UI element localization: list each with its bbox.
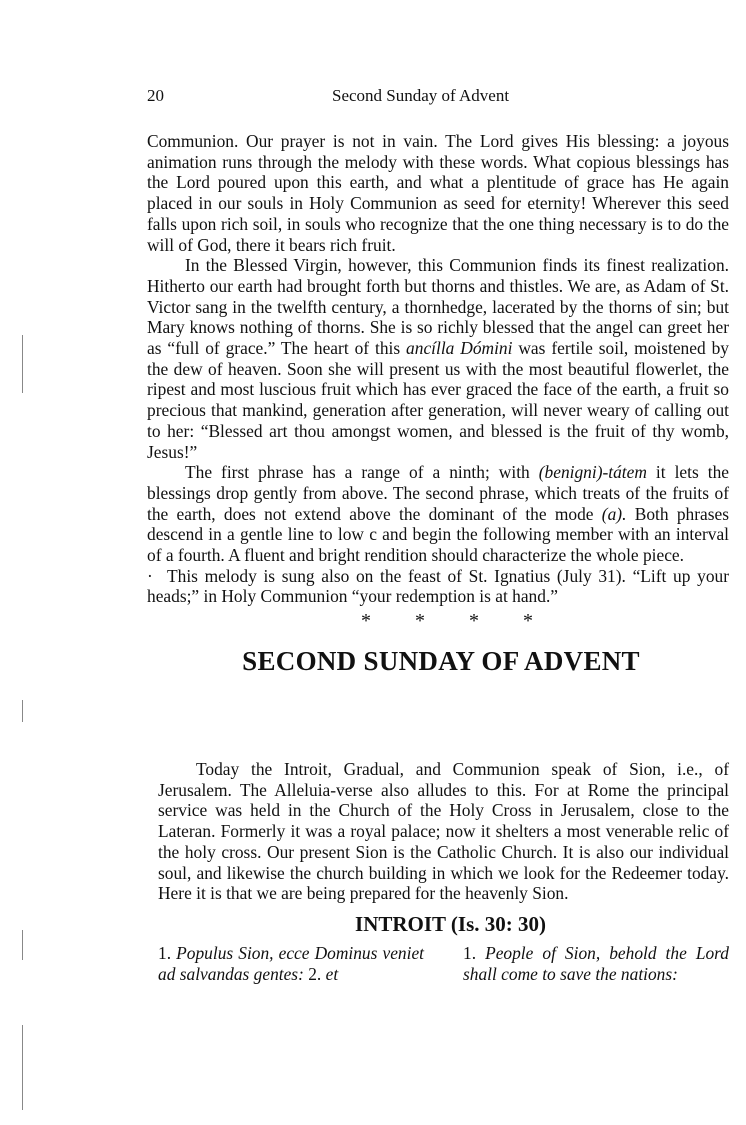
latin-phrase: ancílla Dómini xyxy=(406,338,513,359)
scan-edge-mark xyxy=(22,700,23,722)
separator-star: * xyxy=(469,610,479,633)
english-column: 1. People of Sion, behold the Lord shall come to save the nations: xyxy=(463,942,729,984)
mode-label: (a). xyxy=(601,503,627,524)
page-number: 20 xyxy=(147,86,164,105)
paragraph-communion: Communion. Our prayer is not in vain. The Lord gives His blessing: a joyous animation runs through the melody with these words. What copious blessings has the Lord poured upon this earth, and what a plentitude of grace has He again placed in our souls in Holy Communion as seed for eternity! Wherever this seed falls upon rich soil, in souls who recognize that the one thing necessary is to do the will of God, there it bears rich fruit. xyxy=(147,131,729,255)
bullet-mark: · xyxy=(147,565,153,586)
section-separator xyxy=(165,610,729,632)
paragraph-blessed-virgin: In the Blessed Virgin, however, this Communion finds its finest realization. Hitherto our earth had brought forth but thorns and thistles. We are, as Adam of St. Victor sang in the twelfth century, a thornhedge, lacerated by the thorns of sin; but Mary knows nothing of thorns. She is so richly blessed that the angel can greet her as “full of grace.” The heart of this ancílla Dómini was fertile soil, moistened by the dew of heaven. Soon she will present us with the most beautiful flowerlet, the ripest and most luscious fruit which has ever graced the face of the earth, a fruit so precious that mankind, generation after generation, will never weary of calling out to her: “Blessed art thou amongst women, and blessed is the fruit of thy womb, Jesus!” xyxy=(147,255,729,462)
running-title: Second Sunday of Advent xyxy=(332,86,510,105)
page-header xyxy=(147,86,729,108)
latin-column: 1. Populus Sion, ecce Dominus veniet ad salvandas gentes: 2. et xyxy=(158,942,424,984)
section-body xyxy=(158,759,729,985)
scan-edge-mark xyxy=(22,335,23,393)
section-title: SECOND SUNDAY OF ADVENT xyxy=(242,646,640,677)
separator-star: * xyxy=(415,610,425,633)
paragraph-melody-analysis: The first phrase has a range of a ninth; with (benigni)-tátem it lets the blessings drop gently from above. The second phrase, which treats of the fruits of the earth, does not extend above the dominant of the mode (a). Both phrases descend in a gentle line to low c and begin the following member with an interval of a fourth. A fluent and bright rendition should characterize the whole piece. xyxy=(147,462,729,566)
introit-heading: INTROIT (Is. 30: 30) xyxy=(355,911,546,936)
main-text xyxy=(147,131,729,677)
paragraph-feast-note: · This melody is sung also on the feast of St. Ignatius (July 31). “Lift up your heads;” in Holy Communion “your redemption is at hand.” xyxy=(147,565,729,607)
scan-edge-mark xyxy=(22,930,23,960)
paragraph-sion: Today the Introit, Gradual, and Communion speak of Sion, i.e., of Jerusalem. The Alleluia-verse also alludes to this. For at Rome the principal service was held in the Church of the Holy Cross in Jerusalem, close to the Lateran. Formerly it was a royal palace; now it shelters a most venerable relic of the holy cross. Our present Sion is the Catholic Church. It is also our individual soul, and likewise the church building in which we look for the Redeemer today. Here it is that we are being prepared for the heavenly Sion. xyxy=(158,759,729,904)
latin-syllable: (benigni)-tátem xyxy=(538,462,647,483)
introit-columns xyxy=(158,943,729,985)
scan-edge-mark xyxy=(22,1025,23,1110)
separator-star: * xyxy=(361,610,371,633)
separator-star: * xyxy=(523,610,533,633)
